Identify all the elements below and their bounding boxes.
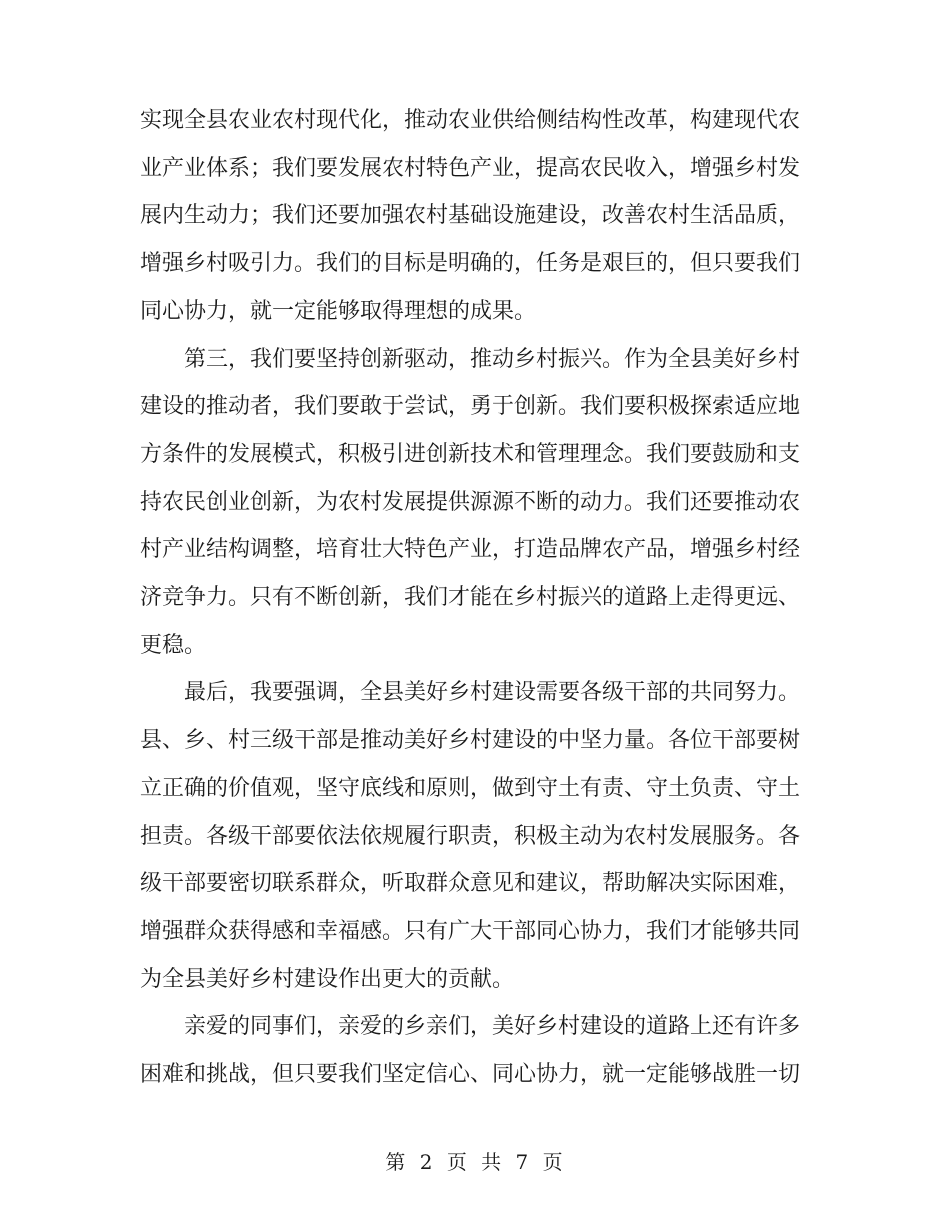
paragraph-continuation: 实现全县农业农村现代化，推动农业供给侧结构性改革，构建现代农业产业体系；我们要发展农村特色产业，提高农民收入，增强乡村发展内生动力；我们还要加强农村基础设施建设，改善农村生活品质，增强乡村吸引力。我们的目标是明确的，任务是艰巨的，但只要我们同心协力，就一定能够取得理想的成果。 [140, 108, 801, 324]
document-body [140, 97, 800, 1099]
paragraph-closing: 亲爱的同事们，亲爱的乡亲们，美好乡村建设的道路上还有许多困难和挑战，但只要我们坚定信心、同心协力，就一定能够战胜一切 [140, 1014, 801, 1088]
paragraph-innovation: 第三，我们要坚持创新驱动，推动乡村振兴。作为全县美好乡村建设的推动者，我们要敢于尝试，勇于创新。我们要积极探索适应地方条件的发展模式，积极引进创新技术和管理理念。我们要鼓励和支持农民创业创新，为农村发展提供源源不断的动力。我们还要推动农村产业结构调整，培育壮大特色产业，打造品牌农产品，增强乡村经济竞争力。只有不断创新，我们才能在乡村振兴的道路上走得更远、更稳。 [140, 346, 801, 658]
page-number-footer: 第 2 页 共 7 页 [385, 1150, 565, 1174]
paragraph-cadres: 最后，我要强调，全县美好乡村建设需要各级干部的共同努力。县、乡、村三级干部是推动美好乡村建设的中坚力量。各位干部要树立正确的价值观，坚守底线和原则，做到守土有责、守土负责、守土担责。各级干部要依法依规履行职责，积极主动为农村发展服务。各级干部要密切联系群众，听取群众意见和建议，帮助解决实际困难，增强群众获得感和幸福感。只有广大干部同心协力，我们才能够共同为全县美好乡村建设作出更大的贡献。 [140, 680, 801, 992]
